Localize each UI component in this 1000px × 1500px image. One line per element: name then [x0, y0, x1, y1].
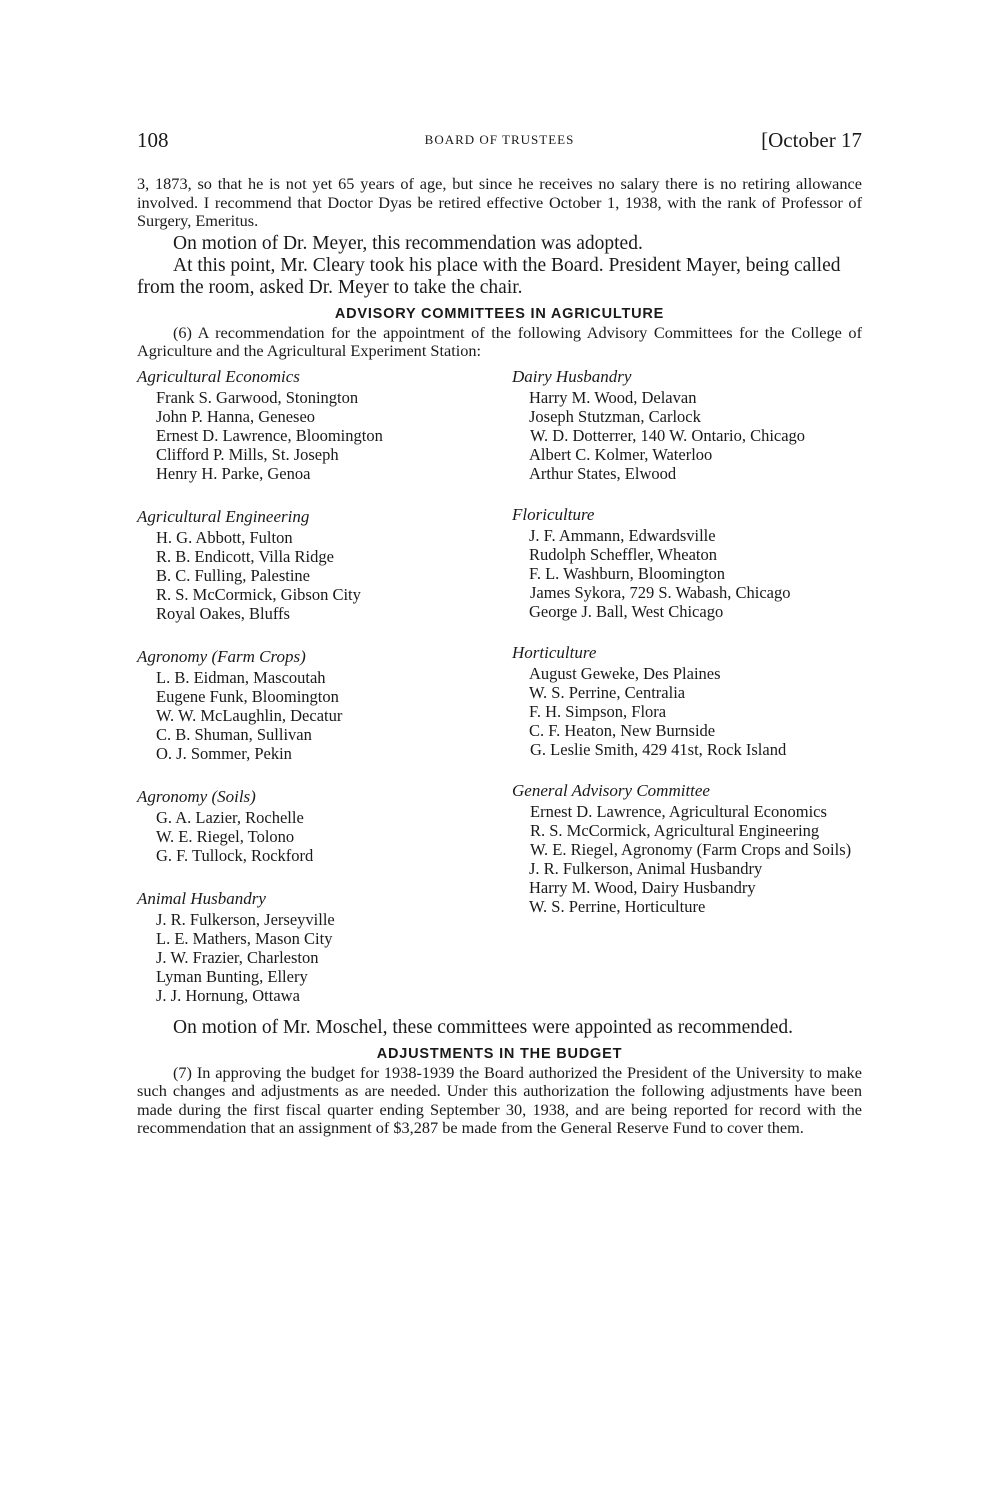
cleary-paragraph: At this point, Mr. Cleary took his place with the Board. President Mayer, being called from the room, asked Dr. Meyer to take the chair. [137, 254, 841, 298]
section-heading-advisory: ADVISORY COMMITTEES IN AGRICULTURE [334, 305, 665, 322]
member: W. E. Riegel, Tolono [156, 826, 295, 846]
member: W. S. Perrine, Centralia [529, 682, 686, 702]
member: George J. Ball, West Chicago [529, 601, 724, 621]
committee-block [512, 643, 862, 759]
member: Joseph Stutzman, Carlock [529, 406, 701, 426]
member: L. E. Mathers, Mason City [156, 928, 333, 948]
member: H. G. Abbott, Fulton [156, 527, 293, 547]
committee-title: Dairy Husbandry [512, 366, 632, 386]
member: R. B. Endicott, Villa Ridge [156, 546, 334, 566]
committee-block [137, 787, 497, 865]
committee-title: Agronomy (Farm Crops) [137, 646, 306, 666]
member: J. F. Ammann, Edwardsville [529, 525, 716, 545]
member: Henry H. Parke, Genoa [156, 463, 311, 483]
member: F. L. Washburn, Bloomington [529, 563, 725, 583]
motion-meyer: On motion of Dr. Meyer, this recommendation was adopted. [173, 232, 643, 254]
header-date: [October 17 [761, 128, 862, 152]
member: L. B. Eidman, Mascoutah [156, 667, 326, 687]
intro-paragraph: 3, 1873, so that he is not yet 65 years of age, but since he receives no salary there is no retiring allowance involved. I recommend that Doctor Dyas be retired effective October 1, 1938, with the rank of Professor of Surgery, Emeritus. [137, 174, 862, 230]
member: Albert C. Kolmer, Waterloo [529, 444, 713, 464]
committee-title: Floriculture [512, 504, 595, 524]
member: J. R. Fulkerson, Animal Husbandry [529, 858, 763, 878]
committee-block [512, 781, 862, 916]
member: J. J. Hornung, Ottawa [156, 985, 300, 1005]
member: August Geweke, Des Plaines [529, 663, 721, 683]
member: J. R. Fulkerson, Jerseyville [156, 909, 335, 929]
member: W. E. Riegel, Agronomy (Farm Crops and Soils) [530, 839, 852, 859]
committee-column-left [137, 367, 497, 1029]
member: Lyman Bunting, Ellery [156, 966, 308, 986]
committee-title: Animal Husbandry [137, 888, 266, 908]
section-heading-budget: ADJUSTMENTS IN THE BUDGET [376, 1045, 623, 1062]
member: G. Leslie Smith, 429 41st, Rock Island [530, 739, 787, 759]
member: R. S. McCormick, Agricultural Engineering [530, 820, 820, 840]
committee-title: General Advisory Committee [512, 780, 710, 800]
committee-columns [137, 367, 862, 1017]
member: Arthur States, Elwood [529, 463, 677, 483]
member: O. J. Sommer, Pekin [156, 743, 292, 763]
page-header [137, 128, 862, 158]
member: C. B. Shuman, Sullivan [156, 724, 312, 744]
member: G. F. Tullock, Rockford [156, 845, 314, 865]
member: F. H. Simpson, Flora [529, 701, 667, 721]
member: W. D. Dotterrer, 140 W. Ontario, Chicago [530, 425, 806, 445]
member: Eugene Funk, Bloomington [156, 686, 339, 706]
member: Royal Oakes, Bluffs [156, 603, 290, 623]
committee-title: Agricultural Economics [137, 366, 300, 386]
committee-block [137, 367, 497, 483]
member: R. S. McCormick, Gibson City [156, 584, 361, 604]
member: Frank S. Garwood, Stonington [156, 387, 359, 407]
member: Harry M. Wood, Dairy Husbandry [529, 877, 756, 897]
committee-block [512, 505, 862, 621]
committee-block [137, 507, 497, 623]
running-title: BOARD OF TRUSTEES [424, 132, 575, 147]
member: Clifford P. Mills, St. Joseph [156, 444, 339, 464]
member: John P. Hanna, Geneseo [156, 406, 316, 426]
member: G. A. Lazier, Rochelle [156, 807, 304, 827]
motion-moschel: On motion of Mr. Moschel, these committees were appointed as recommended. [173, 1016, 794, 1038]
member: Harry M. Wood, Delavan [529, 387, 697, 407]
member: W. S. Perrine, Horticulture [529, 896, 706, 916]
budget-paragraph: (7) In approving the budget for 1938-1939 the Board authorized the President of the University to make such changes and adjustments as are needed. Under this authorization the following adjustments have been made during the first fiscal quarter ending September 30, 1938, and are being reported for record with the recommendation that an assignment of $3,287 be made from the General Reserve Fund to cover them. [137, 1062, 862, 1137]
advisory-paragraph: (6) A recommendation for the appointment of the following Advisory Committees for the College of Agriculture and the Agricultural Experiment Station: [137, 322, 862, 360]
member: J. W. Frazier, Charleston [156, 947, 319, 967]
page-number: 108 [137, 128, 169, 152]
committee-block [137, 647, 497, 763]
committee-title: Horticulture [512, 642, 597, 662]
member: Rudolph Scheffler, Wheaton [529, 544, 717, 564]
member: B. C. Fulling, Palestine [156, 565, 311, 585]
member: James Sykora, 729 S. Wabash, Chicago [530, 582, 791, 602]
member: Ernest D. Lawrence, Bloomington [156, 425, 383, 445]
member: Ernest D. Lawrence, Agricultural Economics [530, 801, 827, 821]
committee-title: Agricultural Engineering [137, 506, 310, 526]
committee-column-right [512, 367, 862, 938]
committee-title: Agronomy (Soils) [137, 786, 256, 806]
member: C. F. Heaton, New Burnside [529, 720, 716, 740]
committee-block [137, 889, 497, 1005]
page-body [137, 175, 862, 1138]
committee-block [512, 367, 862, 483]
member: W. W. McLaughlin, Decatur [156, 705, 343, 725]
